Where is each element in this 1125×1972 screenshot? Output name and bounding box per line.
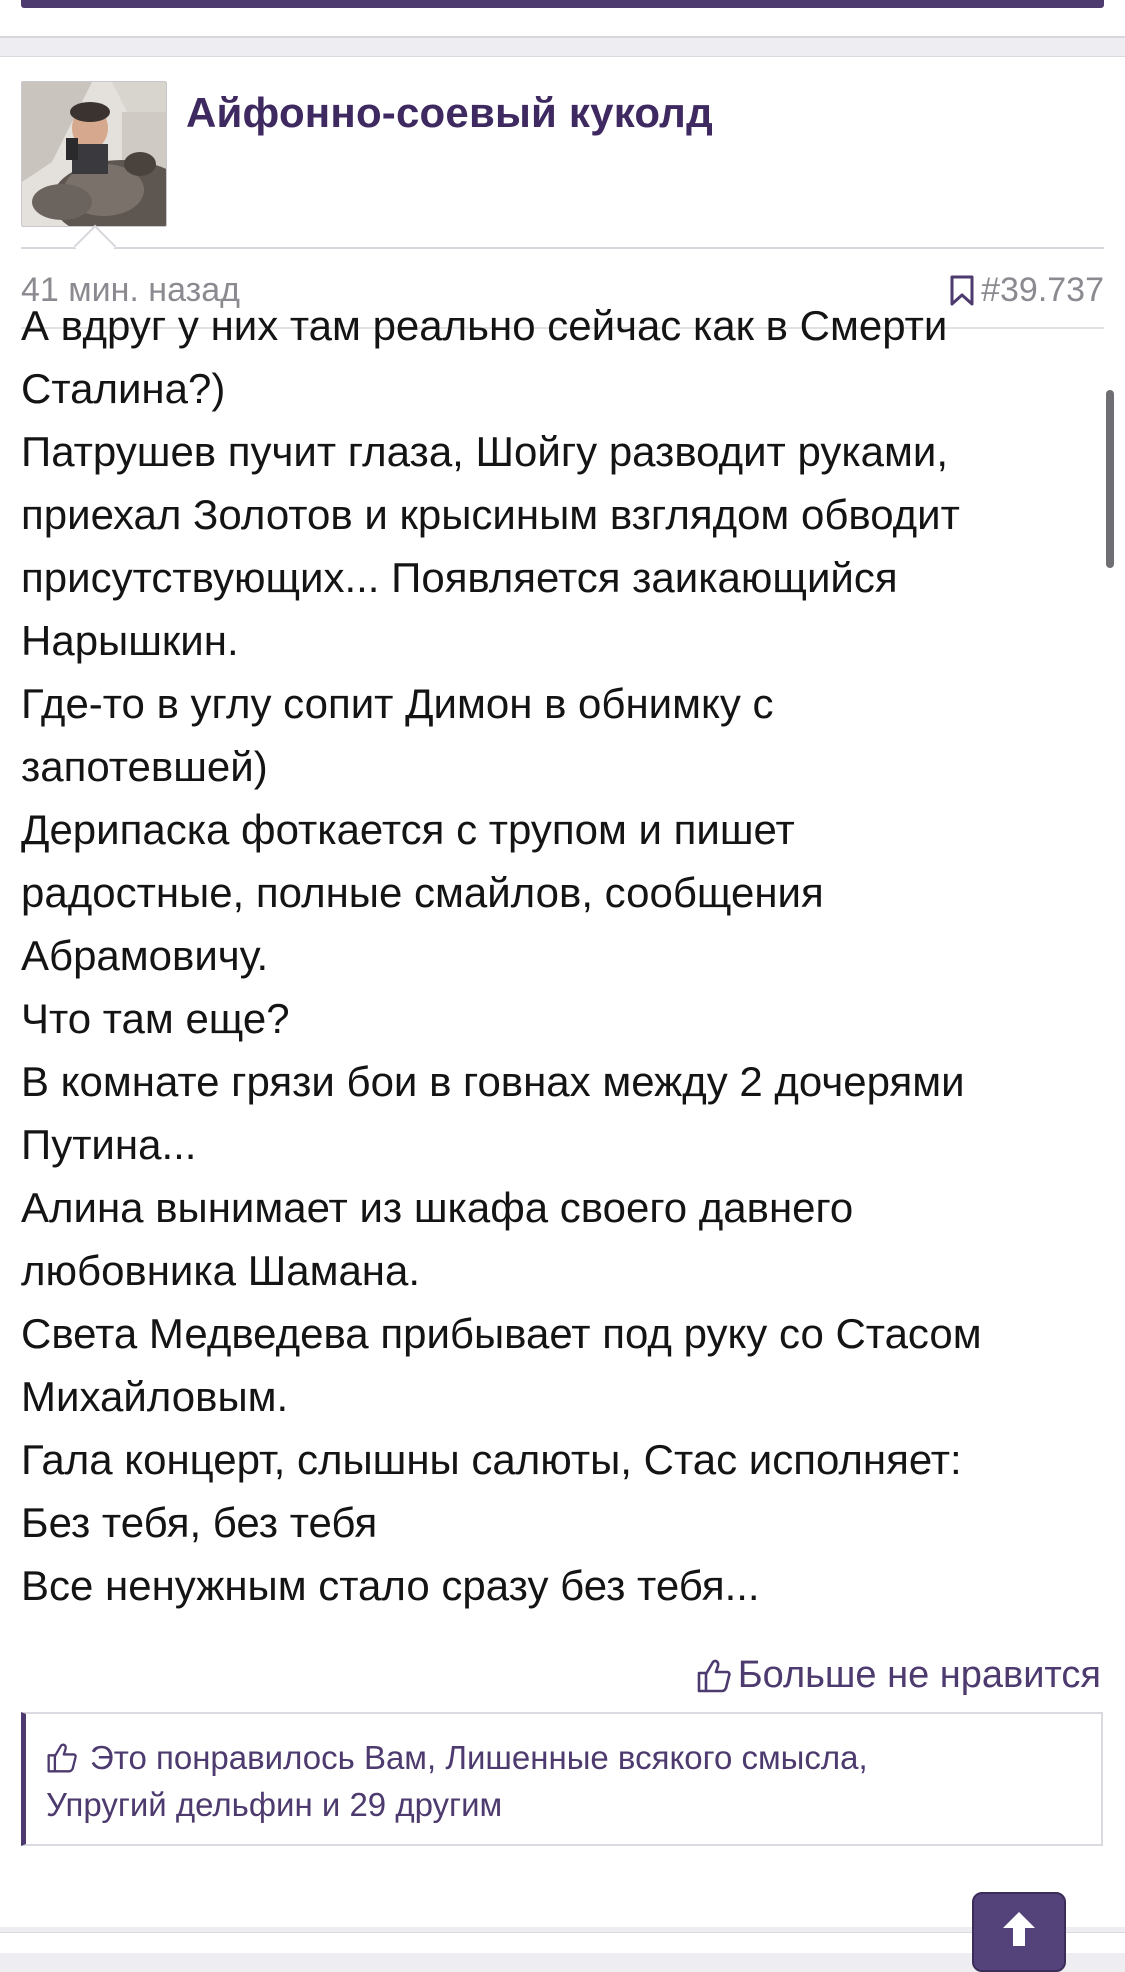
content-line: любовника Шамана. bbox=[21, 1247, 421, 1294]
unlike-label: Больше не нравится bbox=[737, 1654, 1101, 1696]
content-line: Патрушев пучит глаза, Шойгу разводит руками, bbox=[21, 428, 949, 475]
content-line: Сталина?) bbox=[21, 365, 226, 412]
content-line: Михайловым. bbox=[21, 1373, 289, 1420]
content-line: Путина... bbox=[21, 1121, 197, 1168]
avatar-image bbox=[22, 82, 166, 226]
content-line: Без тебя, без тебя bbox=[21, 1499, 378, 1546]
content-line: радостные, полные смайлов, сообщения bbox=[21, 869, 824, 916]
likes-text-line2[interactable]: Упругий дельфин и 29 другим bbox=[46, 1786, 503, 1823]
content-line: запотевшей) bbox=[21, 743, 268, 790]
post-number: #39.737 bbox=[981, 271, 1104, 309]
previous-post-bottom bbox=[0, 0, 1125, 38]
next-post-top bbox=[0, 1932, 1125, 1953]
content-line: А вдруг у них там реально сейчас как в Смерти bbox=[21, 302, 948, 349]
content-line: Гала концерт, слышны салюты, Стас исполняет: bbox=[21, 1436, 962, 1483]
content-line: приехал Золотов и крысиным взглядом обводит bbox=[21, 491, 960, 538]
author-name[interactable]: Айфонно-соевый куколд bbox=[186, 89, 713, 136]
unlike-button[interactable] bbox=[696, 1654, 1101, 1697]
previous-post-accent-bar bbox=[21, 0, 1104, 8]
content-line: Нарышкин. bbox=[21, 617, 239, 664]
content-line: присутствующих... Появляется заикающийся bbox=[21, 554, 898, 601]
avatar[interactable] bbox=[21, 81, 167, 227]
avatar-pointer bbox=[74, 225, 116, 267]
scroll-to-top-button[interactable] bbox=[972, 1892, 1066, 1972]
content-line: Что там еще? bbox=[21, 995, 290, 1042]
post-time[interactable]: 41 мин. назад bbox=[21, 271, 240, 309]
content-line: Абрамовичу. bbox=[21, 932, 269, 979]
thumbs-up-icon bbox=[696, 1658, 732, 1694]
content-line: Дерипаска фоткается с трупом и пишет bbox=[21, 806, 795, 853]
content-line: Где-то в углу сопит Димон в обнимку с bbox=[21, 680, 774, 727]
likes-text-line1[interactable]: Это понравилось Вам, Лишенные всякого смысла, bbox=[90, 1739, 868, 1776]
content-line: В комнате грязи бои в говнах между 2 дочерями bbox=[21, 1058, 965, 1105]
arrow-up-icon bbox=[999, 1908, 1039, 1948]
header-divider bbox=[21, 247, 1104, 249]
post-content bbox=[21, 294, 1091, 1617]
content-line: Алина вынимает из шкафа своего давнего bbox=[21, 1184, 854, 1231]
content-line: Все ненужным стало сразу без тебя... bbox=[21, 1562, 760, 1609]
scrollbar[interactable] bbox=[1106, 390, 1114, 568]
content-line: Света Медведева прибывает под руку со Стасом bbox=[21, 1310, 982, 1357]
likes-summary bbox=[21, 1712, 1103, 1846]
thumbs-up-icon bbox=[46, 1742, 78, 1774]
